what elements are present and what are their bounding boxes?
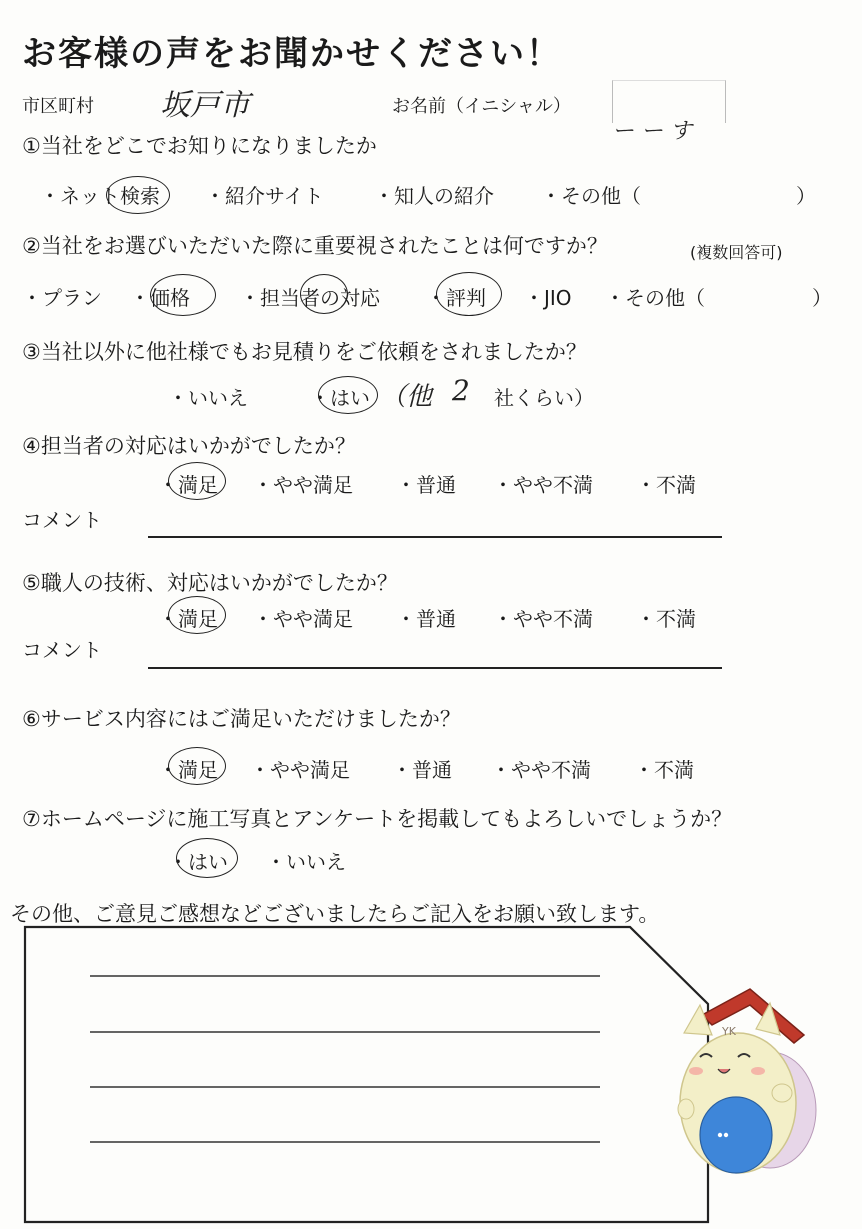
- question-5: ⑤職人の技術、対応はいかがでしたか？: [22, 571, 398, 595]
- q5-option-somewhat-satisfied: ・やや満足: [253, 607, 353, 631]
- q5-option-normal: ・普通: [396, 607, 456, 631]
- question-1: ①当社をどこでお知りになりましたか: [22, 134, 377, 158]
- q2-option-other-close: ）: [812, 286, 832, 310]
- q1-answer-circle: [106, 176, 170, 214]
- q1-option-other-close: ）: [796, 184, 816, 208]
- q7-yes-circle: [176, 838, 238, 878]
- q6-satisfied-circle: [168, 747, 226, 785]
- q7-option-yes: ・はい: [168, 850, 228, 874]
- q3-option-yes: ・はい: [310, 386, 370, 410]
- q6-option-somewhat-satisfied: ・やや満足: [250, 758, 350, 782]
- q5-comment-line: [148, 667, 722, 669]
- mascot-illustration: [672, 985, 822, 1185]
- svg-text:YK: YK: [722, 1025, 736, 1038]
- q1-option-referral-site: ・紹介サイト: [205, 184, 324, 208]
- page-title: お客様の声をお聞かせください！: [22, 34, 562, 74]
- q4-satisfied-circle: [168, 462, 226, 500]
- q4-option-somewhat-satisfied: ・やや満足: [253, 473, 353, 497]
- q2-staff-circle: [300, 274, 348, 314]
- q4-option-satisfied: ・満足: [158, 473, 218, 497]
- name-value: ー ー す: [612, 119, 692, 144]
- q4-option-somewhat-dissatisfied: ・やや不満: [493, 473, 593, 497]
- q2-option-jio: ・JIO: [524, 286, 572, 310]
- q1-option-acquaintance: ・知人の紹介: [374, 184, 494, 208]
- q3-answer-tail: 社くらい）: [494, 386, 594, 410]
- city-value: 坂戸市: [160, 88, 250, 123]
- q6-option-satisfied: ・満足: [158, 758, 218, 782]
- question-2: ②当社をお選びいただいた際に重要視されたことは何ですか？: [22, 234, 608, 258]
- q3-answer-number: 2: [452, 374, 470, 407]
- question-7: ⑦ホームページに施工写真とアンケートを掲載してもよろしいでしょうか？: [22, 807, 733, 831]
- q5-comment-label: コメント: [22, 638, 102, 662]
- question-4: ④担当者の対応はいかがでしたか？: [22, 434, 356, 458]
- q3-yes-circle: [318, 376, 378, 414]
- city-label: 市区町村: [22, 96, 94, 117]
- question-6: ⑥サービス内容にはご満足いただけましたか？: [22, 707, 461, 731]
- q5-satisfied-circle: [168, 596, 226, 634]
- q2-option-reputation: ・評判: [426, 286, 486, 310]
- q5-option-dissatisfied: ・不満: [636, 607, 696, 631]
- q2-option-plan: ・プラン: [22, 286, 102, 310]
- q1-option-net-search: ・ネット検索: [40, 184, 160, 208]
- q2-option-price: ・価格: [130, 286, 190, 310]
- name-label: お名前（イニシャル）: [392, 96, 571, 117]
- q2-note: (複数回答可): [690, 243, 783, 262]
- q5-option-somewhat-dissatisfied: ・やや不満: [493, 607, 593, 631]
- q6-option-somewhat-dissatisfied: ・やや不満: [491, 758, 591, 782]
- q1-option-other: ・その他（: [541, 184, 641, 208]
- closing-text: その他、ご意見ご感想などございましたらご記入をお願い致します。: [10, 902, 660, 926]
- q3-answer-open: （他: [380, 382, 433, 412]
- q6-option-normal: ・普通: [392, 758, 452, 782]
- q4-comment-line: [148, 536, 722, 538]
- q2-option-other: ・その他（: [605, 286, 705, 310]
- q4-comment-label: コメント: [22, 508, 102, 532]
- q4-option-dissatisfied: ・不満: [636, 473, 696, 497]
- q5-option-satisfied: ・満足: [158, 607, 218, 631]
- question-3: ③当社以外に他社様でもお見積りをご依頼をされましたか？: [22, 340, 587, 364]
- q4-option-normal: ・普通: [396, 473, 456, 497]
- free-comment-box: [22, 924, 722, 1224]
- q7-option-no: ・いいえ: [266, 850, 346, 874]
- q3-option-no: ・いいえ: [168, 386, 248, 410]
- q2-option-staff: ・担当者の対応: [240, 286, 380, 310]
- q6-option-dissatisfied: ・不満: [634, 758, 694, 782]
- q2-reputation-circle: [436, 272, 502, 316]
- q2-price-circle: [150, 274, 216, 316]
